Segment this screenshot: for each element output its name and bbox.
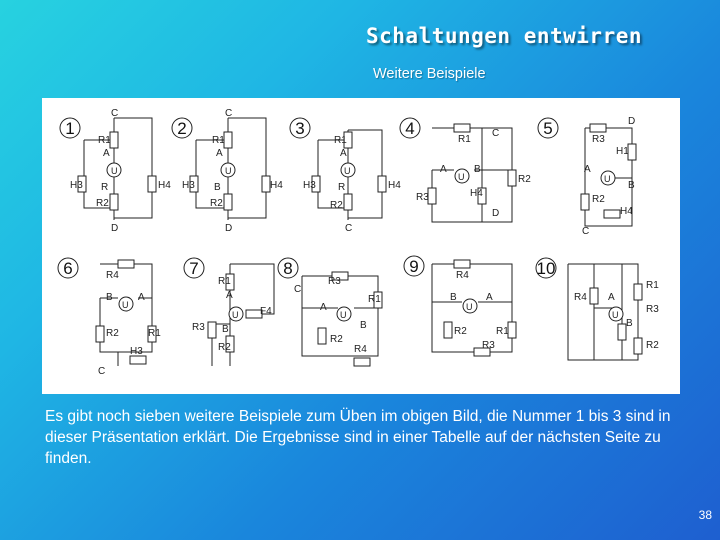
circuit-label: U	[225, 166, 232, 176]
circuit-label: R2	[210, 198, 223, 209]
circuit-7	[184, 258, 274, 366]
resistor	[428, 188, 436, 204]
circuit-label: D	[492, 208, 500, 219]
circuit-number: 6	[63, 259, 73, 278]
circuit-label: R4	[456, 270, 469, 281]
circuit-label: B	[360, 320, 367, 331]
circuit-label: D	[628, 116, 636, 127]
circuit-label: A	[226, 290, 233, 301]
circuit-label: U	[604, 174, 611, 184]
resistor	[634, 338, 642, 354]
circuit-label: U	[111, 166, 118, 176]
circuit-label: B	[628, 180, 635, 191]
resistor	[508, 170, 516, 186]
circuit-label: U	[340, 310, 347, 320]
circuit-number: 2	[177, 119, 187, 138]
circuit-label: R3	[416, 192, 429, 203]
circuit-10	[536, 258, 659, 360]
circuit-label: R4	[354, 344, 367, 355]
circuit-label: H4	[470, 188, 483, 199]
circuit-label: H4	[270, 180, 283, 191]
circuit-label: R4	[574, 292, 587, 303]
circuit-diagrams-svg	[42, 98, 680, 394]
circuit-label: C	[582, 226, 590, 237]
circuit-label: R1	[368, 294, 381, 305]
resistor	[590, 124, 606, 132]
circuit-label: R2	[218, 342, 231, 353]
circuit-label: B	[474, 164, 481, 175]
circuit-label: H3	[303, 180, 316, 191]
slide-subtitle: Weitere Beispiele	[373, 66, 486, 82]
circuit-label: R4	[106, 270, 119, 281]
circuit-label: U	[458, 172, 465, 182]
circuit-label: C	[345, 223, 353, 234]
circuit-label: U	[344, 166, 351, 176]
circuit-4	[400, 118, 531, 222]
resistor	[590, 288, 598, 304]
circuit-label: A	[138, 292, 145, 303]
resistor	[110, 194, 118, 210]
circuit-number: 10	[536, 259, 556, 278]
circuit-8	[278, 258, 382, 366]
circuit-label: R2	[454, 326, 467, 337]
circuit-label: R	[338, 182, 346, 193]
circuit-label: A	[584, 164, 591, 175]
circuit-label: R1	[212, 135, 225, 146]
page-number: 38	[698, 508, 712, 522]
circuit-label: R2	[330, 200, 343, 211]
resistor	[318, 328, 326, 344]
circuit-label: R1	[646, 280, 659, 291]
circuit-label: R2	[518, 174, 531, 185]
circuit-label: C	[98, 366, 106, 377]
circuit-label: R2	[592, 194, 605, 205]
resistor	[454, 260, 470, 268]
wire	[432, 128, 512, 222]
circuit-label: A	[486, 292, 493, 303]
circuit-label: R1	[218, 276, 231, 287]
resistor	[634, 284, 642, 300]
circuit-label: C	[111, 108, 119, 119]
circuit-label: H3	[70, 180, 83, 191]
resistor	[344, 194, 352, 210]
circuit-number: 8	[283, 259, 293, 278]
circuit-label: B	[222, 324, 229, 335]
circuit-number: 4	[405, 119, 415, 138]
circuit-label: A	[340, 148, 347, 159]
circuit-label: A	[103, 148, 110, 159]
resistor	[224, 132, 232, 148]
circuit-number: 1	[65, 119, 75, 138]
circuit-1	[60, 108, 171, 234]
circuit-label: R3	[592, 134, 605, 145]
circuit-label: F4	[260, 306, 272, 317]
circuit-label: R1	[334, 135, 347, 146]
circuit-label: U	[466, 302, 473, 312]
circuit-label: H4	[388, 180, 401, 191]
resistor	[208, 322, 216, 338]
circuit-label: H1	[616, 146, 629, 157]
circuit-label: A	[216, 148, 223, 159]
circuit-label: R1	[496, 326, 509, 337]
circuit-label: D	[225, 223, 233, 234]
circuit-label: R3	[192, 322, 205, 333]
resistor	[130, 356, 146, 364]
circuit-label: R2	[646, 340, 659, 351]
circuit-number: 3	[295, 119, 305, 138]
resistor	[508, 322, 516, 338]
circuit-label: C	[225, 108, 233, 119]
circuit-label: H3	[130, 346, 143, 357]
circuit-number: 9	[409, 257, 419, 276]
circuit-label: C	[294, 284, 302, 295]
resistor	[618, 324, 626, 340]
circuit-5	[538, 116, 636, 237]
circuit-label: R2	[106, 328, 119, 339]
circuit-label: R1	[98, 135, 111, 146]
body-text: Es gibt noch sieben weitere Beispiele zum Üben im obigen Bild, die Nummer 1 bis 3 sind in dieser Präsentation erklärt. Die Ergebnisse sind in einer Tabelle auf der nächsten Seite zu finden.	[45, 408, 671, 467]
circuit-label: R3	[328, 276, 341, 287]
circuit-6	[58, 258, 161, 377]
circuit-label: R1	[148, 328, 161, 339]
circuit-label: H4	[158, 180, 171, 191]
circuit-label: H4	[620, 206, 633, 217]
resistor	[604, 210, 620, 218]
circuit-label: R1	[458, 134, 471, 145]
wire	[568, 264, 638, 360]
circuit-label: B	[450, 292, 457, 303]
circuit-9	[404, 256, 516, 356]
circuit-label: R3	[646, 304, 659, 315]
circuit-label: B	[106, 292, 113, 303]
resistor	[224, 194, 232, 210]
circuit-3	[290, 118, 401, 234]
circuit-2	[172, 108, 283, 234]
circuit-label: B	[626, 318, 633, 329]
circuit-label: A	[608, 292, 615, 303]
resistor	[262, 176, 270, 192]
circuit-label: H3	[182, 180, 195, 191]
circuit-label: U	[612, 310, 619, 320]
circuit-label: D	[111, 223, 119, 234]
circuit-label: R3	[482, 340, 495, 351]
circuit-label: R2	[330, 334, 343, 345]
slide-title: Schaltungen entwirren	[366, 24, 643, 48]
circuit-label: A	[440, 164, 447, 175]
circuit-number: 5	[543, 119, 553, 138]
resistor	[628, 144, 636, 160]
resistor	[118, 260, 134, 268]
resistor	[96, 326, 104, 342]
resistor	[354, 358, 370, 366]
circuit-label: U	[232, 310, 239, 320]
circuit-label: R	[101, 182, 109, 193]
circuit-number: 7	[189, 259, 199, 278]
circuit-label: U	[122, 300, 129, 310]
resistor	[444, 322, 452, 338]
resistor	[581, 194, 589, 210]
resistor	[454, 124, 470, 132]
circuit-label: A	[320, 302, 327, 313]
circuit-label: C	[492, 128, 500, 139]
resistor	[110, 132, 118, 148]
circuit-label: B	[214, 182, 221, 193]
circuit-diagrams-figure	[42, 98, 680, 394]
resistor	[148, 176, 156, 192]
resistor	[378, 176, 386, 192]
circuit-label: R2	[96, 198, 109, 209]
